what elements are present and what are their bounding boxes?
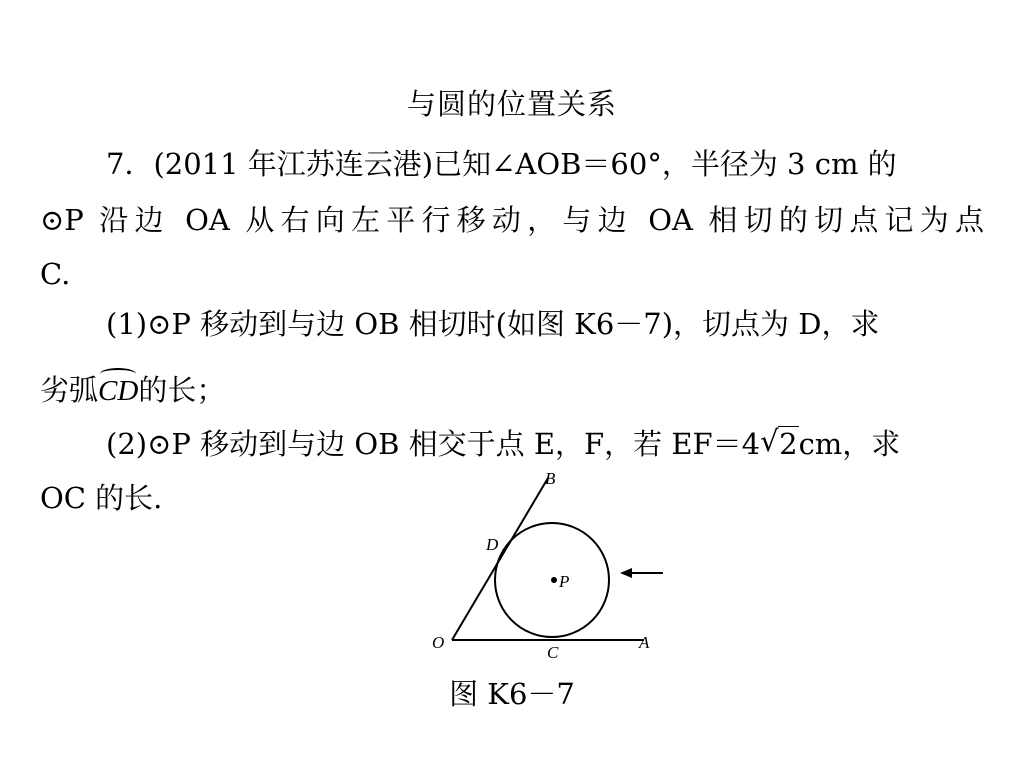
label-c: C — [547, 643, 559, 662]
line5-post: 的长； — [138, 373, 226, 407]
line6-post: cm，求 — [798, 427, 901, 461]
label-a: A — [639, 633, 650, 652]
problem-line-2: ⊙P 沿边 OA 从右向左平行移动，与边 OA 相切的切点记为点 — [40, 203, 984, 237]
label-b: B — [545, 469, 556, 488]
problem-line-6 — [106, 424, 900, 464]
page-title: 与圆的位置关系 — [406, 87, 617, 121]
arc-cd: CD — [98, 370, 138, 411]
problem-line-5 — [40, 370, 225, 411]
geometry-figure — [420, 466, 680, 670]
figure-caption: 图 K6－7 — [449, 677, 575, 711]
center-point — [551, 577, 557, 583]
problem-line-4: (1)⊙P 移动到与边 OB 相切时(如图 K6－7)，切点为 D，求 — [106, 307, 880, 341]
label-p: P — [559, 572, 570, 591]
problem-line-7: OC 的长. — [40, 481, 163, 515]
problem-line-3: C. — [40, 257, 71, 291]
sqrt-expression: √ 2 — [760, 424, 798, 461]
arrow-head — [620, 568, 632, 578]
line6-pre: (2)⊙P 移动到与边 OB 相交于点 E，F，若 EF＝4 — [106, 427, 761, 461]
label-d: D — [486, 535, 499, 554]
line5-pre: 劣弧 — [40, 373, 99, 407]
problem-line-1: 7．(2011 年江苏连云港)已知∠AOB＝60°，半径为 3 cm 的 — [106, 147, 897, 181]
label-o: O — [432, 633, 445, 652]
